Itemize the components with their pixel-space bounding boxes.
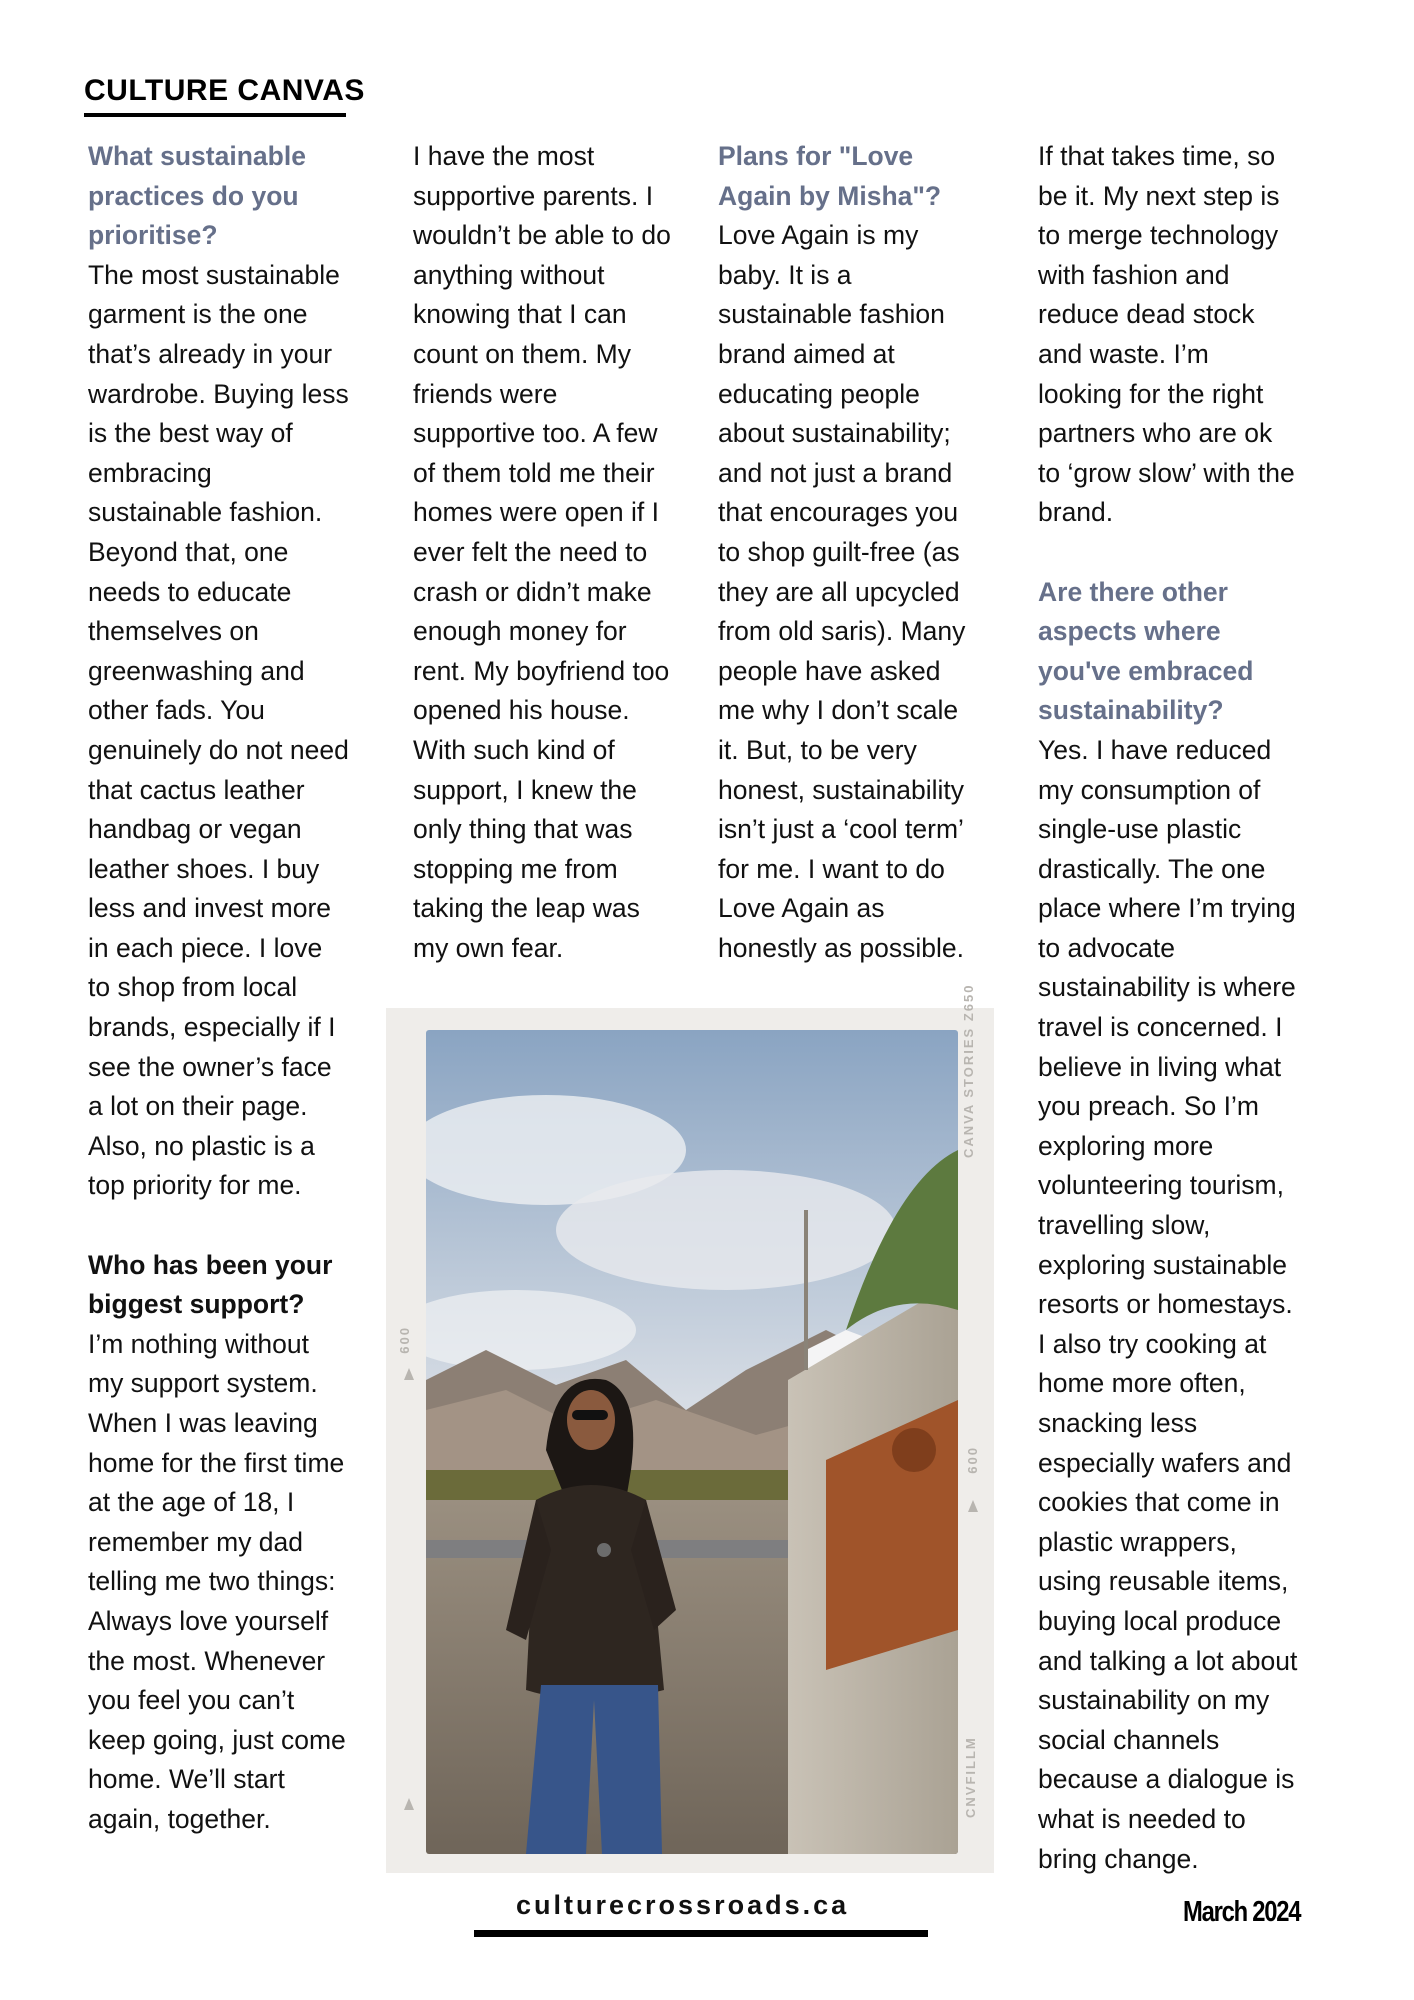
column-4: [1038, 137, 1328, 1879]
text-line: cookies that come in: [1038, 1487, 1280, 1518]
text-line: sustainability?: [1038, 695, 1224, 726]
text-line: only thing that was: [413, 814, 633, 845]
text-line: other fads. You: [88, 695, 265, 726]
text-line: aspects where: [1038, 616, 1221, 647]
text-line: prioritise?: [88, 220, 218, 251]
text-line: travel is concerned. I: [1038, 1012, 1283, 1043]
text-line: telling me two things:: [88, 1566, 336, 1597]
text-line: sustainable fashion.: [88, 497, 323, 528]
text-line: I’m nothing without: [88, 1328, 309, 1359]
text-line: what is needed to: [1038, 1803, 1246, 1834]
answer-biggest-support-continued: [413, 137, 703, 968]
text-line: believe in living what: [1038, 1051, 1282, 1082]
text-line: snacking less: [1038, 1408, 1198, 1438]
text-line: people have asked: [718, 655, 941, 686]
film-brand-text: CANVA STORIES Z650: [961, 983, 976, 1158]
film-marker-icon: [404, 1368, 414, 1380]
text-line: a lot on their page.: [88, 1091, 308, 1122]
text-line: place where I’m trying: [1038, 893, 1296, 924]
text-line: wouldn’t be able to do: [413, 220, 671, 251]
text-line: travelling slow,: [1038, 1210, 1211, 1241]
text-line: Love Again as: [718, 893, 885, 924]
text-line: sustainability is where: [1038, 972, 1296, 1003]
text-line: Love Again is my: [718, 220, 919, 251]
text-line: home for the first time: [88, 1447, 345, 1478]
text-line: support, I knew the: [413, 774, 637, 805]
text-line: see the owner’s face: [88, 1051, 332, 1082]
text-line: needs to educate: [88, 576, 292, 607]
text-line: in each piece. I love: [88, 932, 323, 963]
answer-sustainable-practices: [88, 256, 380, 1206]
text-line: resorts or homestays.: [1038, 1289, 1293, 1320]
text-line: and waste. I’m: [1038, 338, 1209, 369]
paragraph-gap: [88, 1206, 380, 1246]
text-line: biggest support?: [88, 1289, 305, 1320]
text-line: Again by Misha"?: [718, 180, 942, 211]
text-line: isn’t just a ‘cool term’: [718, 814, 964, 845]
text-line: opened his house.: [413, 695, 630, 726]
text-line: they are all upcycled: [718, 576, 960, 607]
text-line: my own fear.: [413, 932, 564, 963]
text-line: that’s already in your: [88, 338, 333, 369]
text-line: homes were open if I: [413, 497, 659, 528]
text-line: you preach. So I’m: [1038, 1091, 1259, 1122]
film-photo-frame: [386, 983, 994, 1873]
footer-underline: [474, 1930, 928, 1937]
question-biggest-support: [88, 1246, 380, 1325]
text-line: themselves on: [88, 616, 259, 647]
text-line: exploring more: [1038, 1130, 1214, 1161]
text-line: brands, especially if I: [88, 1012, 336, 1043]
text-line: it. But, to be very: [718, 734, 917, 765]
text-line: especially wafers and: [1038, 1447, 1292, 1478]
text-line: stopping me from: [413, 853, 618, 884]
text-line: Also, no plastic is a: [88, 1130, 315, 1161]
text-line: looking for the right: [1038, 378, 1264, 409]
answer-love-again-plans: [718, 216, 1008, 968]
text-line: sustainability on my: [1038, 1685, 1270, 1716]
text-line: for me. I want to do: [718, 853, 945, 884]
answer-biggest-support: [88, 1325, 380, 1840]
film-code-text: CNVFILLM: [963, 1736, 978, 1818]
text-line: of them told me their: [413, 457, 655, 488]
text-line: about sustainability;: [718, 418, 951, 449]
text-line: bring change.: [1038, 1843, 1199, 1874]
text-line: With such kind of: [413, 734, 615, 765]
text-line: genuinely do not need: [88, 734, 349, 765]
text-line: Yes. I have reduced: [1038, 734, 1272, 765]
text-line: that cactus leather: [88, 774, 305, 805]
text-line: count on them. My: [413, 338, 631, 369]
text-line: If that takes time, so: [1038, 141, 1276, 171]
text-line: buying local produce: [1038, 1605, 1282, 1636]
text-line: supportive parents. I: [413, 180, 654, 211]
text-line: you feel you can’t: [88, 1685, 295, 1716]
text-line: Plans for "Love: [718, 141, 914, 171]
text-line: When I was leaving: [88, 1408, 318, 1438]
text-line: wardrobe. Buying less: [88, 378, 349, 409]
text-line: you've embraced: [1038, 655, 1254, 686]
text-line: partners who are ok: [1038, 418, 1273, 449]
text-line: knowing that I can: [413, 299, 627, 330]
text-line: I also try cooking at: [1038, 1328, 1267, 1359]
text-line: taking the leap was: [413, 893, 640, 924]
text-line: educating people: [718, 378, 920, 409]
text-line: honestly as possible.: [718, 932, 965, 963]
text-line: practices do you: [88, 180, 299, 211]
text-line: to shop guilt-free (as: [718, 536, 960, 567]
text-line: social channels: [1038, 1724, 1220, 1755]
text-line: plastic wrappers,: [1038, 1526, 1237, 1557]
text-line: to advocate: [1038, 932, 1176, 963]
text-line: with fashion and: [1038, 259, 1230, 290]
column-2: [413, 137, 703, 968]
text-line: embracing: [88, 457, 212, 488]
text-line: leather shoes. I buy: [88, 853, 320, 884]
text-line: volunteering tourism,: [1038, 1170, 1284, 1201]
text-line: single-use plastic: [1038, 814, 1242, 845]
text-line: Beyond that, one: [88, 536, 289, 567]
frame-number-left: 009: [397, 1328, 412, 1356]
text-line: home. We’ll start: [88, 1764, 285, 1795]
text-line: because a dialogue is: [1038, 1764, 1295, 1795]
question-other-aspects: [1038, 573, 1328, 731]
text-line: remember my dad: [88, 1526, 304, 1557]
text-line: me why I don’t scale: [718, 695, 959, 726]
text-line: that encourages you: [718, 497, 959, 528]
text-line: I have the most: [413, 141, 595, 171]
text-line: ever felt the need to: [413, 536, 648, 567]
text-line: be it. My next step is: [1038, 180, 1280, 211]
footer-issue-date: March 2024: [1183, 1896, 1301, 1928]
frame-number-right: 009: [965, 1448, 980, 1476]
text-line: honest, sustainability: [718, 774, 965, 805]
text-line: my consumption of: [1038, 774, 1261, 805]
film-marker-icon: [404, 1798, 414, 1810]
text-line: Who has been your: [88, 1249, 333, 1280]
text-line: using reusable items,: [1038, 1566, 1289, 1597]
portrait-photo: [426, 1030, 958, 1854]
masthead-title: CULTURE CANVAS: [84, 74, 365, 107]
text-line: friends were: [413, 378, 558, 409]
text-line: keep going, just come: [88, 1724, 346, 1755]
text-line: brand.: [1038, 497, 1114, 528]
masthead-underline: [84, 113, 346, 117]
paragraph-gap: [1038, 533, 1328, 573]
text-line: my support system.: [88, 1368, 318, 1399]
text-line: to merge technology: [1038, 220, 1279, 251]
answer-love-again-continued: [1038, 137, 1328, 533]
text-line: baby. It is a: [718, 259, 852, 290]
text-line: to ‘grow slow’ with the: [1038, 457, 1295, 488]
text-line: is the best way of: [88, 418, 293, 449]
text-line: top priority for me.: [88, 1170, 302, 1201]
text-line: at the age of 18, I: [88, 1487, 295, 1518]
text-line: enough money for: [413, 616, 627, 647]
text-line: crash or didn’t make: [413, 576, 652, 607]
text-line: Always love yourself: [88, 1605, 329, 1636]
text-line: the most. Whenever: [88, 1645, 326, 1676]
answer-other-aspects: [1038, 731, 1328, 1879]
text-line: to shop from local: [88, 972, 298, 1003]
footer-site-url: culturecrossroads.ca: [516, 1890, 850, 1920]
text-line: home more often,: [1038, 1368, 1246, 1399]
column-3: [718, 137, 1008, 968]
text-line: Are there other: [1038, 576, 1228, 607]
film-marker-icon: [968, 1500, 978, 1512]
text-line: The most sustainable: [88, 259, 340, 290]
text-line: reduce dead stock: [1038, 299, 1255, 330]
question-sustainable-practices: [88, 137, 380, 256]
text-line: and talking a lot about: [1038, 1645, 1298, 1676]
text-line: brand aimed at: [718, 338, 895, 369]
text-line: drastically. The one: [1038, 853, 1266, 884]
text-line: from old saris). Many: [718, 616, 966, 647]
question-love-again-plans: [718, 137, 1008, 216]
text-line: garment is the one: [88, 299, 308, 330]
text-line: handbag or vegan: [88, 814, 302, 845]
text-line: What sustainable: [88, 141, 306, 171]
column-1: [88, 137, 380, 1840]
text-line: again, together.: [88, 1803, 271, 1834]
text-line: anything without: [413, 259, 605, 290]
text-line: and not just a brand: [718, 457, 953, 488]
text-line: greenwashing and: [88, 655, 305, 686]
text-line: rent. My boyfriend too: [413, 655, 670, 686]
text-line: exploring sustainable: [1038, 1249, 1287, 1280]
text-line: less and invest more: [88, 893, 332, 924]
text-line: sustainable fashion: [718, 299, 945, 330]
text-line: supportive too. A few: [413, 418, 658, 449]
